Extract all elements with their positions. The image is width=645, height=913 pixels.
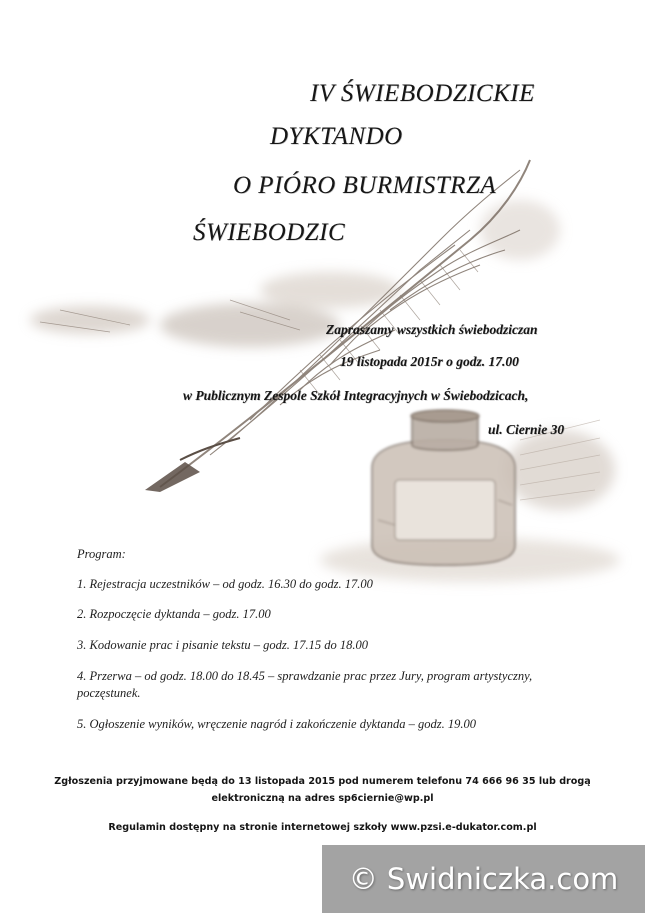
- watermark: © Swidniczka.com: [322, 845, 645, 913]
- pen-nib: [145, 438, 240, 492]
- invitation-line-2: 19 listopada 2015r o godz. 17.00: [340, 354, 519, 369]
- registration-info: Zgłoszenia przyjmowane będą do 13 listopada 2015 pod numerem telefonu 74 666 96 35 lub drogą: [54, 776, 591, 787]
- program-item-3: 3. Kodowanie prac i pisanie tekstu – godz. 17.15 do 18.00: [77, 638, 368, 652]
- title-line-2: DYKTANDO: [270, 123, 403, 150]
- program-item-4: 4. Przerwa – od godz. 18.00 do 18.45 – sprawdzanie prac przez Jury, program artystyczny, poczęstunek.: [77, 669, 533, 700]
- invitation-line-4: ul. Ciernie 30: [488, 422, 565, 437]
- title-line-3: O PIÓRO BURMISTRZA: [233, 172, 497, 199]
- title-line-4: ŚWIEBODZIC: [193, 219, 346, 246]
- title-line-1: IV ŚWIEBODZICKIE: [310, 80, 535, 107]
- registration-email: elektroniczną na adres sp6ciernie@wp.pl: [211, 793, 434, 804]
- program-heading: Program:: [77, 547, 126, 561]
- invitation-line-1: Zapraszamy wszystkich świebodziczan: [326, 322, 538, 337]
- program-item-2: 2. Rozpoczęcie dyktanda – godz. 17.00: [77, 607, 271, 621]
- program-item-1: 1. Rejestracja uczestników – od godz. 16.30 do godz. 17.00: [77, 577, 373, 591]
- invitation-line-3: w Publicznym Zespole Szkół Integracyjnych w Świebodzicach,: [183, 388, 529, 403]
- regulations-info: Regulamin dostępny na stronie internetowej szkoły www.pzsi.e-dukator.com.pl: [108, 822, 537, 833]
- program-item-5: 5. Ogłoszenie wyników, wręczenie nagród i zakończenie dyktanda – godz. 19.00: [77, 717, 477, 731]
